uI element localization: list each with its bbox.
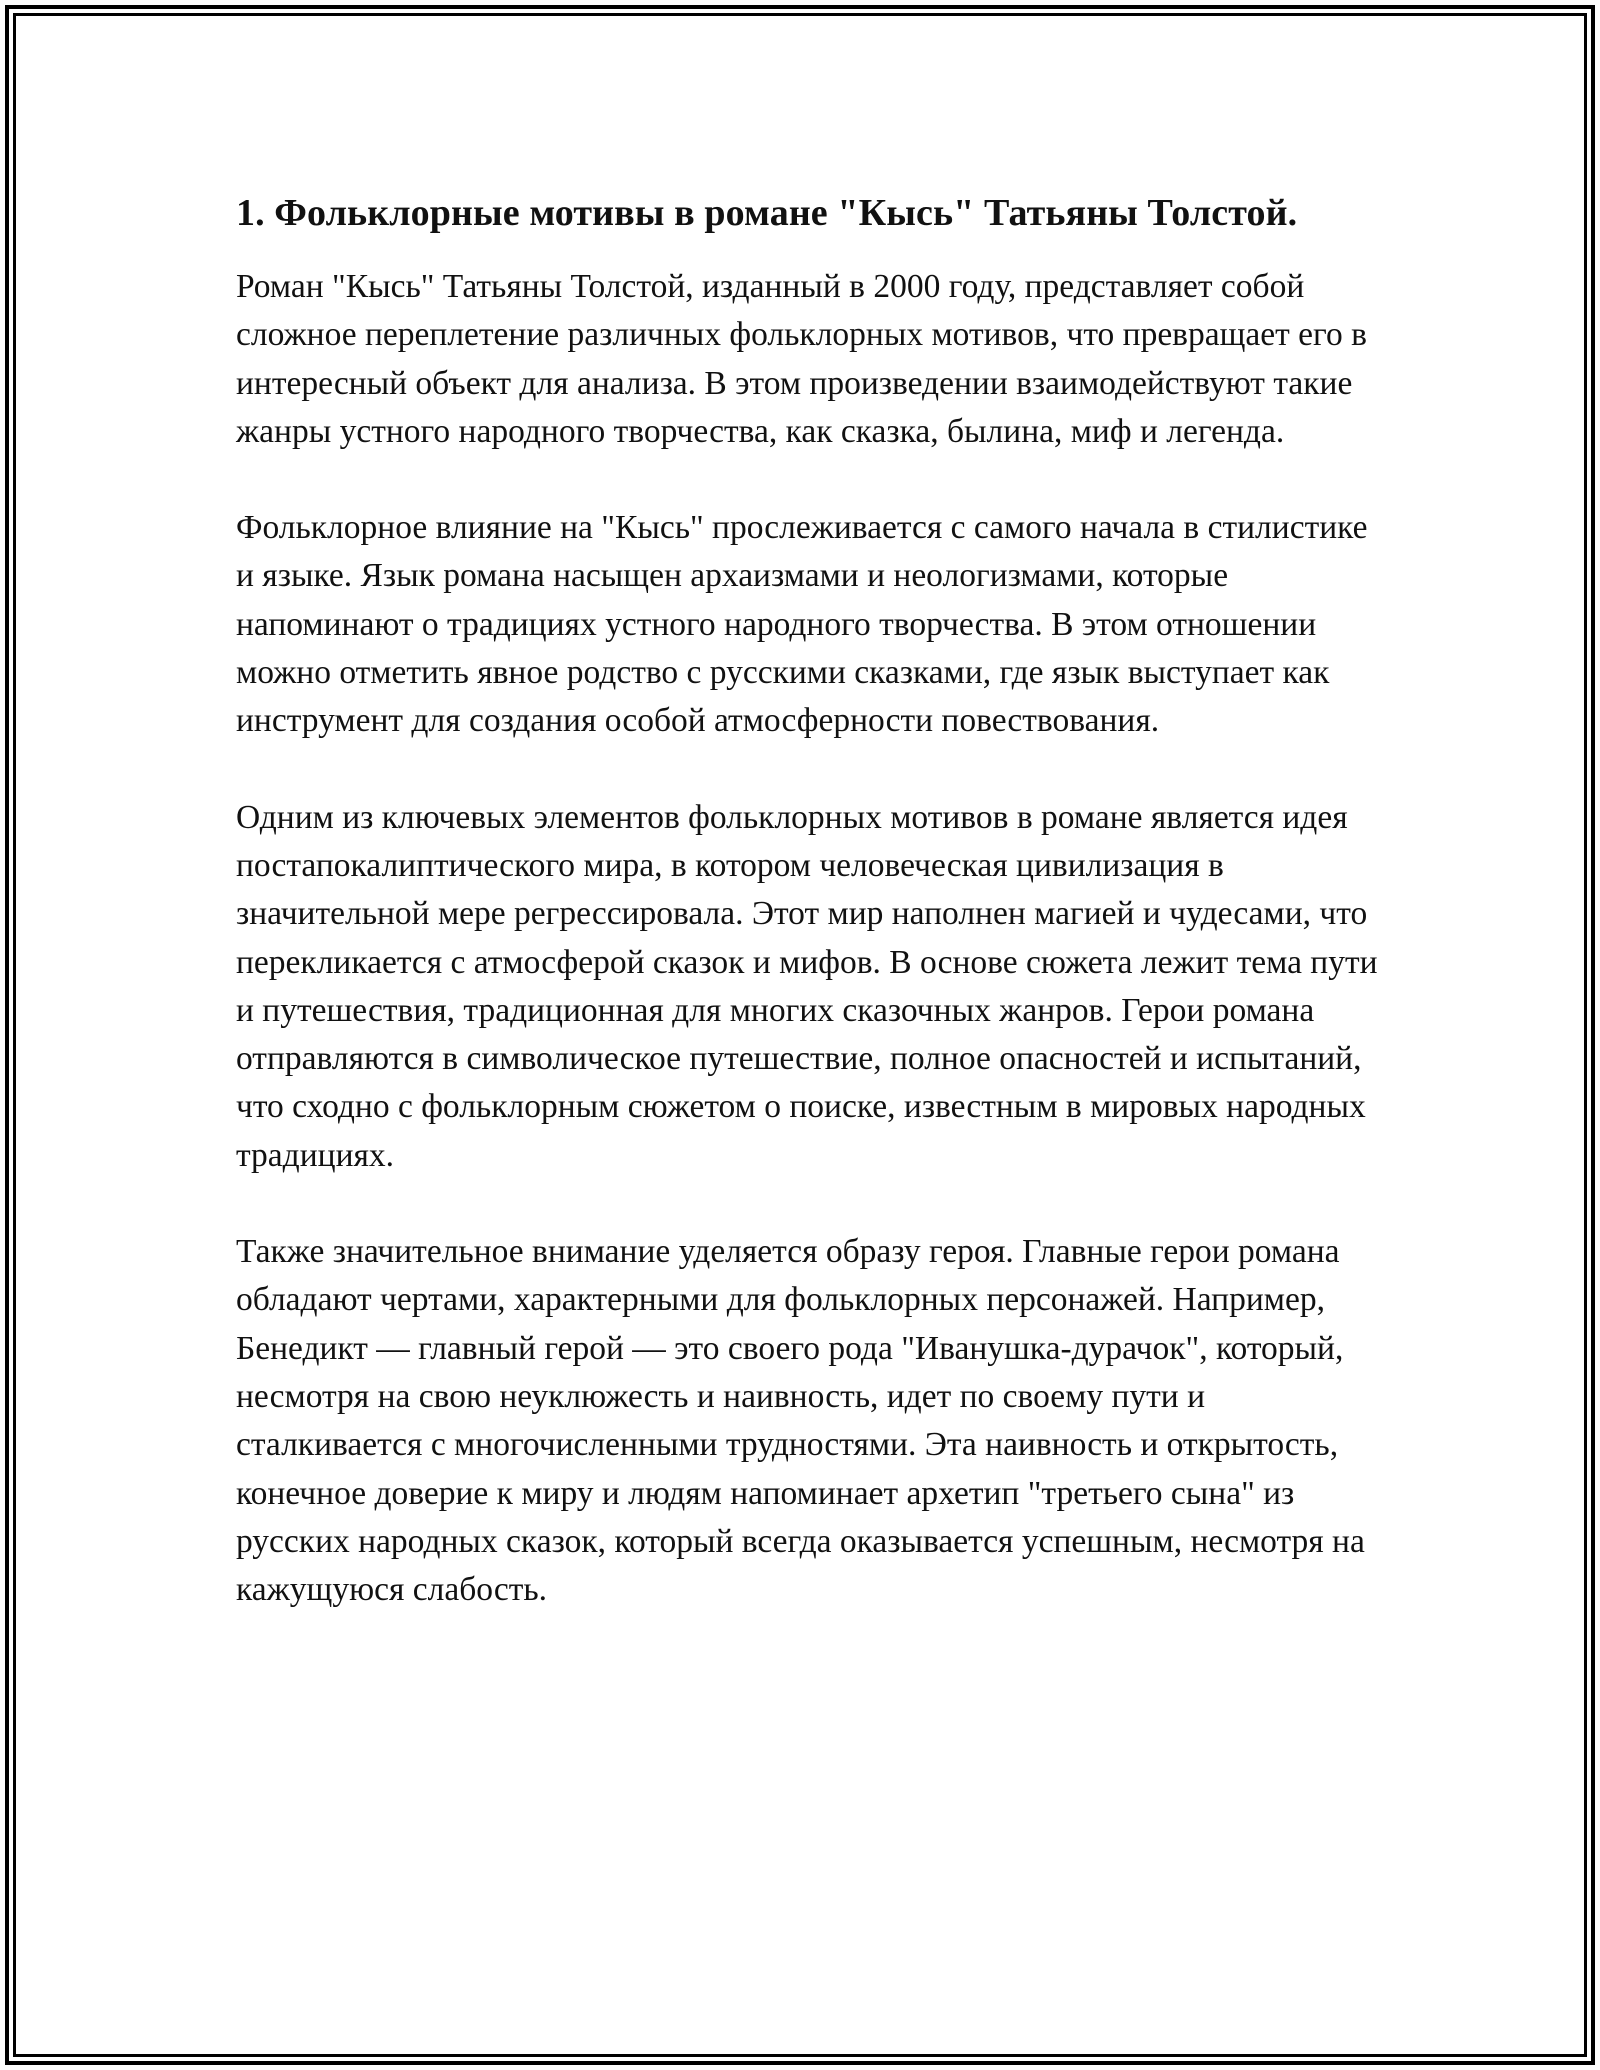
paragraph-postapocalyptic-world: Одним из ключевых элементов фольклорных мотивов в романе является идея постапокалиптического мира, в котором человеческая цивилизация в значительной мере регрессировала. Этот мир наполнен магией и чудесами, что перекликается с атмосферой сказок и мифов. В основе сюжета лежит тема пути и путешествия, традиционная для многих сказочных жанров. Герои романа отправляются в символическое путешествие, полное опасностей и испытаний, что сходно с фольклорным сюжетом о поиске, известным в мировых народных традициях. — [236, 798, 1378, 1174]
paragraph-intro: Роман "Кысь" Татьяны Толстой, изданный в 2000 году, представляет собой сложное переплетение различных фольклорных мотивов, что превращает его в интересный объект для анализа. В этом произведении взаимодействуют такие жанры устного народного творчества, как сказка, былина, миф и легенда. — [236, 268, 1367, 450]
document-body — [236, 185, 1386, 1614]
section-heading: 1. Фольклорные мотивы в романе "Кысь" Татьяны Толстой. — [236, 192, 1298, 234]
paragraph-style-language: Фольклорное влияние на "Кысь" прослеживается с самого начала в стилистике и языке. Язык романа насыщен архаизмами и неологизмами, которые напоминают о традициях устного народного творчества. В этом отношении можно отметить явное родство с русскими сказками, где язык выступает как инструмент для создания особой атмосферности повествования. — [236, 509, 1368, 740]
paragraph-hero-image: Также значительное внимание уделяется образу героя. Главные герои романа обладают чертами, характерными для фольклорных персонажей. Например, Бенедикт — главный герой — это своего рода "Иванушка-дурачок", который, несмотря на свою неуклюжесть и наивность, идет по своему пути и сталкивается с многочисленными трудностями. Эта наивность и открытость, конечное доверие к миру и людям напоминает архетип "третьего сына" из русских народных сказок, который всегда оказывается успешным, несмотря на кажущуюся слабость. — [236, 1233, 1365, 1609]
